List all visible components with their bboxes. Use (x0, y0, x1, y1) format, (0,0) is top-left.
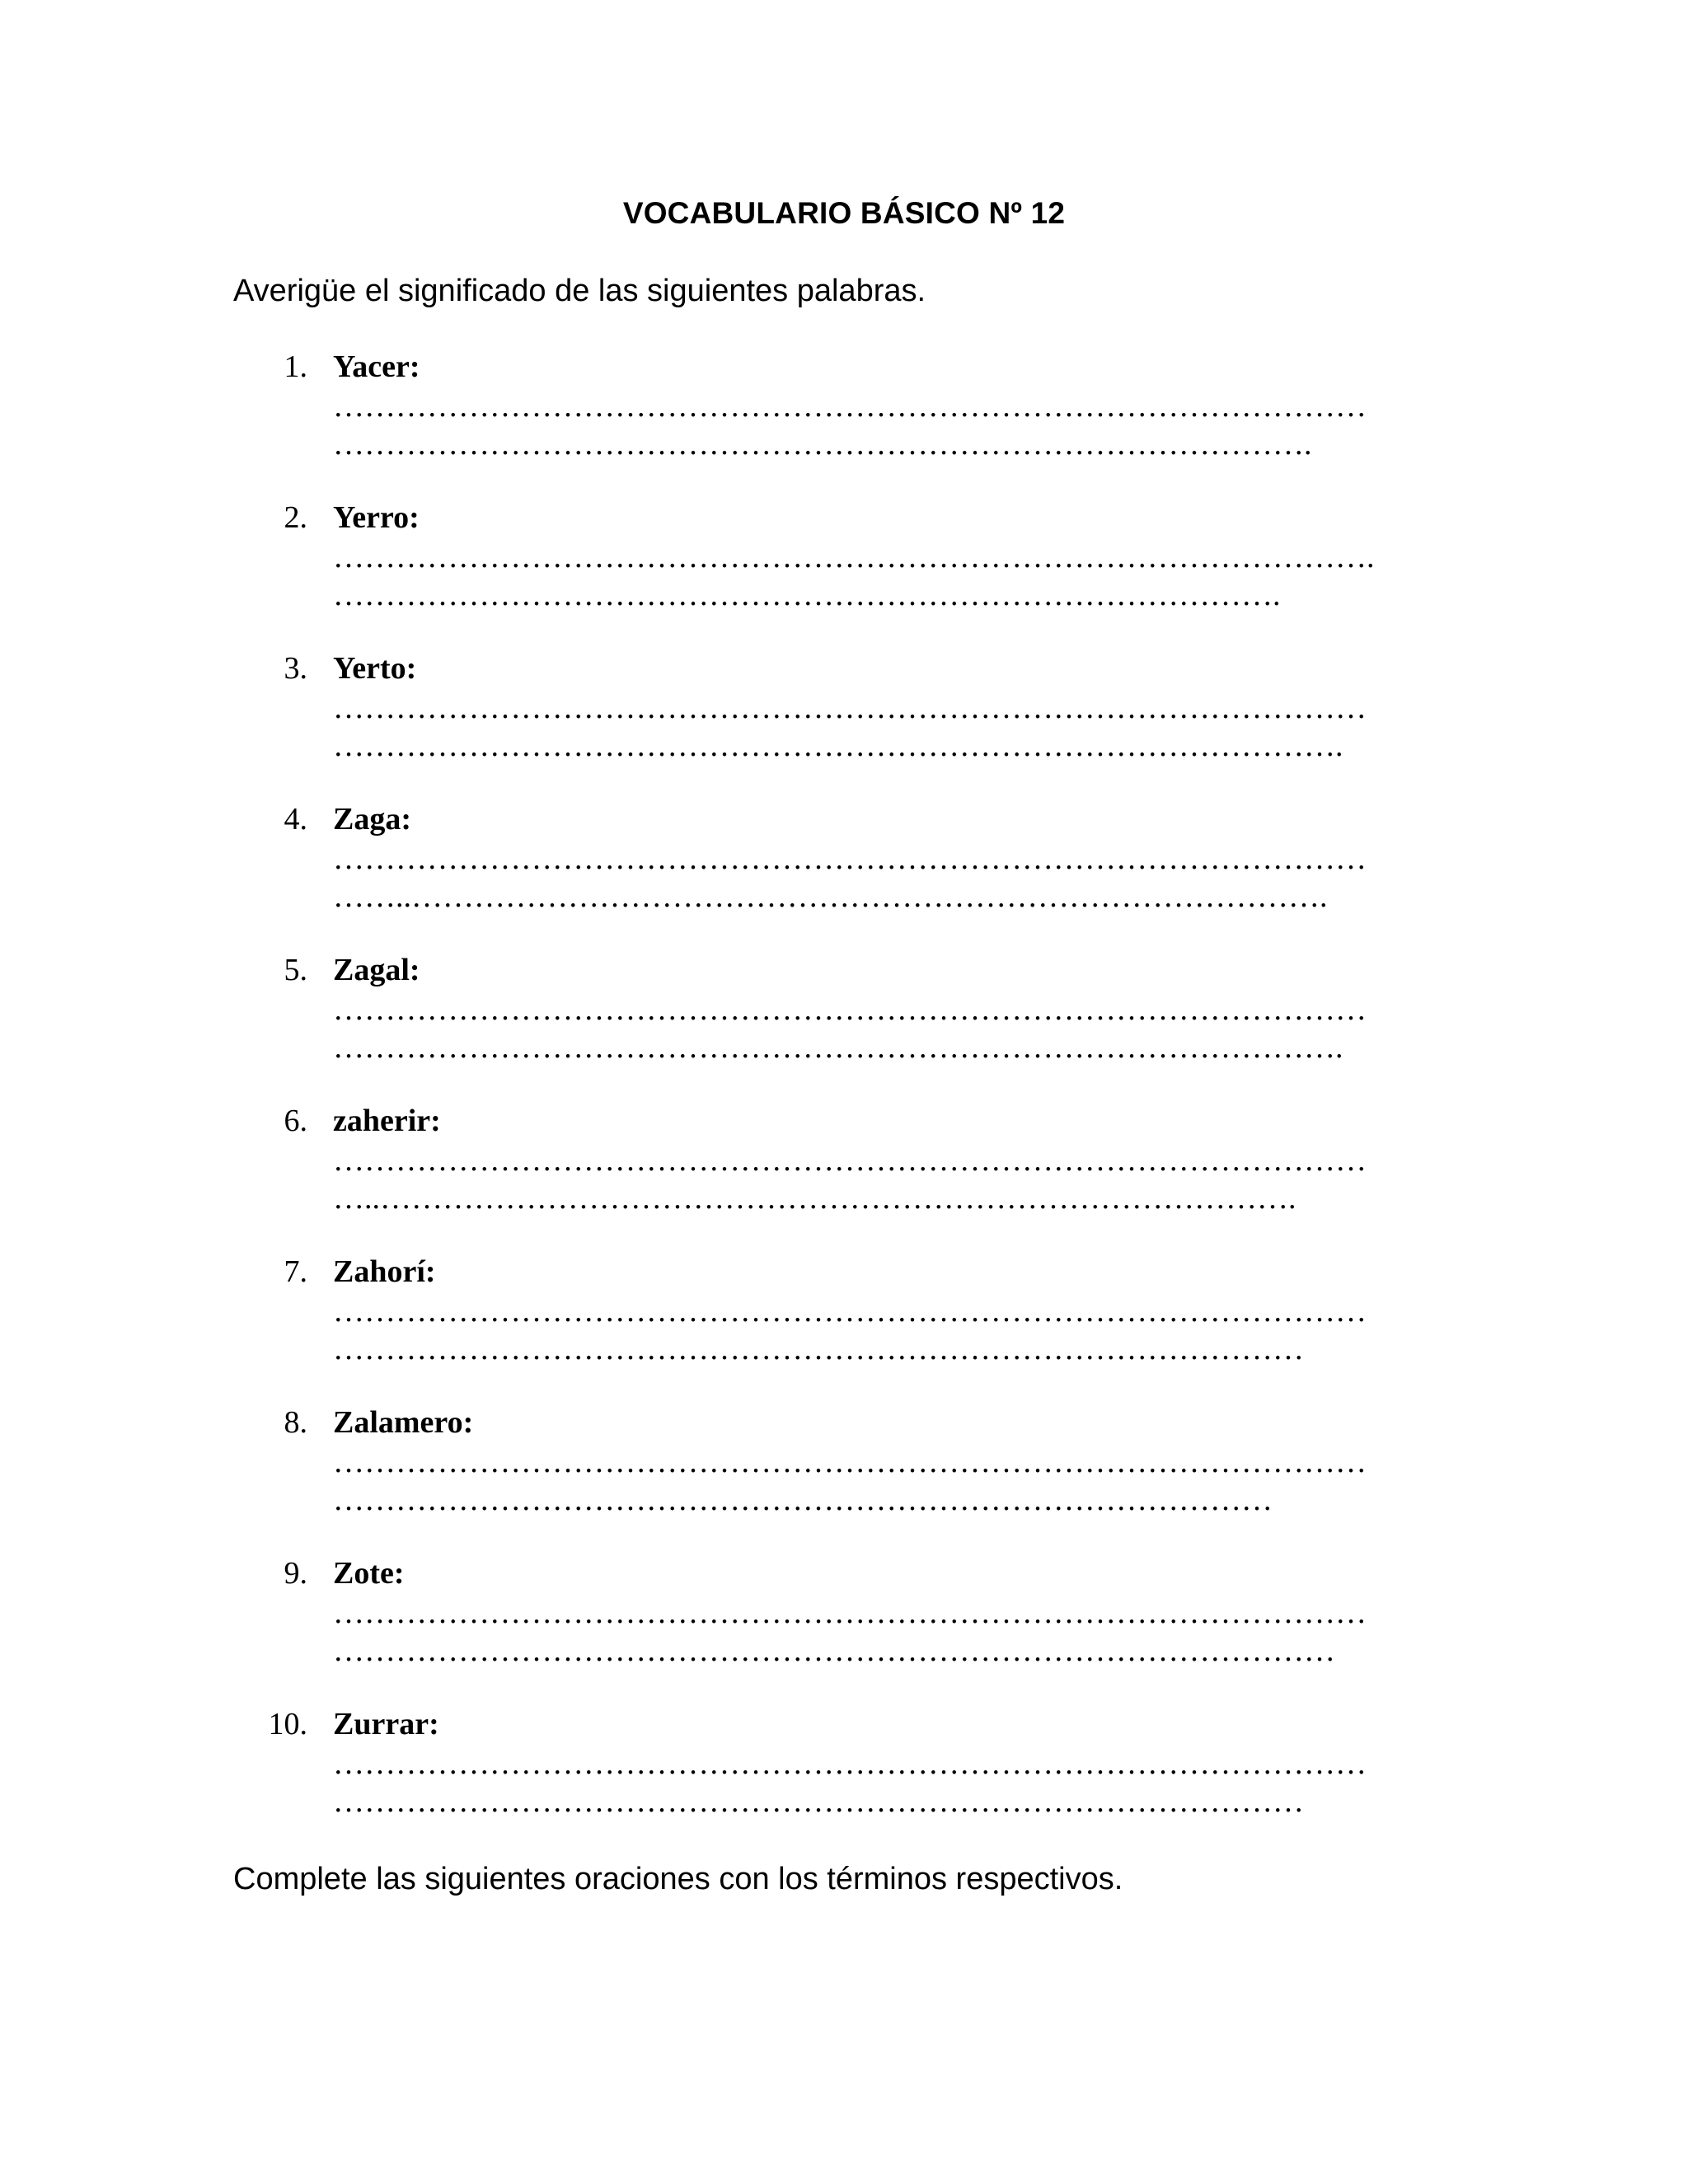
item-number: 1. (284, 349, 307, 384)
instruction-text: Averigüe el significado de las siguientes palabras. (233, 274, 926, 308)
vocabulary-item (0, 1553, 1688, 1704)
vocabulary-item (0, 1100, 1688, 1251)
instruction-text: Complete las siguientes oraciones con los términos respectivos. (233, 1862, 1123, 1896)
answer-line: ……………………………………………………………………………………… (333, 1143, 1367, 1178)
item-number: 2. (284, 500, 307, 535)
answer-line: ……………………………………………………………………………………… (333, 1294, 1367, 1329)
answer-line: ………………………………………………………………………………… (333, 1784, 1304, 1819)
vocabulary-item (0, 1704, 1688, 1854)
vocabulary-item (0, 799, 1688, 949)
answer-line: ……………………………………………………………………………………… (333, 1596, 1367, 1630)
vocabulary-word: Yerto: (333, 651, 417, 686)
vocabulary-word: Zalamero: (333, 1405, 474, 1440)
vocabulary-word: Zote: (333, 1556, 405, 1591)
answer-line: ……………………………………………………………………………………… (333, 1746, 1367, 1781)
item-number: 4. (284, 802, 307, 837)
vocabulary-list (0, 346, 1688, 1854)
page-title: VOCABULARIO BÁSICO Nº 12 (622, 196, 1066, 230)
item-number: 5. (284, 953, 307, 987)
item-number: 9. (284, 1556, 307, 1591)
answer-line: ……………………………………………………………………………………… (333, 691, 1367, 725)
item-number: 3. (284, 651, 307, 686)
answer-line: ……..……………………………………………………………………………. (333, 879, 1328, 914)
answer-line: ………………………………………………………………………………………. (333, 540, 1375, 574)
vocabulary-item (0, 949, 1688, 1100)
item-number: 6. (284, 1104, 307, 1138)
answer-line: ……………………………………………………………………………………… (333, 389, 1367, 424)
answer-line: ……………………………………………………………………………… (333, 1483, 1273, 1517)
vocabulary-word: Zurrar: (333, 1707, 439, 1741)
vocabulary-word: Zaga: (333, 802, 411, 837)
vocabulary-item (0, 1251, 1688, 1402)
vocabulary-word: Yacer: (333, 349, 420, 384)
item-number: 8. (284, 1405, 307, 1440)
vocabulary-word: Yerro: (333, 500, 420, 535)
item-number: 7. (284, 1254, 307, 1289)
answer-line: ……………………………………………………………………………………… (333, 992, 1367, 1027)
answer-line: …..……………………………………………………………………………. (333, 1181, 1296, 1216)
answer-line: ……………………………………………………………………………………… (333, 841, 1367, 876)
answer-line: ……………………………………………………………………………………. (333, 729, 1343, 763)
vocabulary-item (0, 1402, 1688, 1553)
answer-line: …………………………………………………………………………………. (333, 427, 1312, 462)
vocabulary-word: Zahorí: (333, 1254, 436, 1289)
answer-line: ………………………………………………………………………………… (333, 1332, 1304, 1366)
answer-line: ……………………………………………………………………………………. (333, 1030, 1343, 1065)
answer-line: ……………………………………………………………………………………… (333, 1445, 1367, 1479)
item-number: 10. (268, 1707, 307, 1741)
vocabulary-word: zaherir: (333, 1104, 441, 1138)
vocabulary-item (0, 346, 1688, 497)
vocabulary-item (0, 497, 1688, 648)
answer-line: …………………………………………………………………………………… (333, 1633, 1335, 1668)
vocabulary-word: Zagal: (333, 953, 420, 987)
answer-line: ………………………………………………………………………………. (333, 578, 1281, 612)
vocabulary-item (0, 648, 1688, 799)
